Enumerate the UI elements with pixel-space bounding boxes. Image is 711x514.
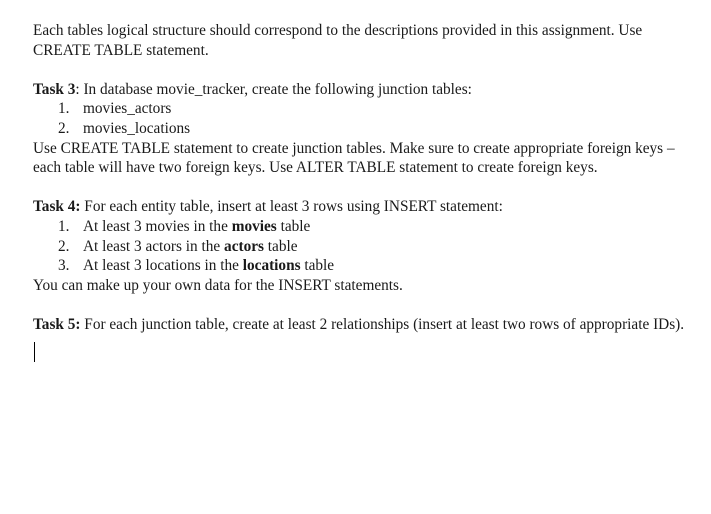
list-item <box>33 256 698 276</box>
list-number: 2. <box>58 119 70 137</box>
task3-label: Task 3 <box>33 80 76 98</box>
task3-list <box>33 99 698 138</box>
list-item-text: table <box>276 217 311 235</box>
task5-paragraph <box>33 315 698 335</box>
list-number: 1. <box>58 100 70 118</box>
task4-heading <box>33 197 698 217</box>
list-number: 1. <box>58 217 70 235</box>
list-item-bold: locations <box>242 257 301 275</box>
list-item <box>33 99 698 119</box>
list-item <box>33 237 698 257</box>
list-item-text: movies_locations <box>83 119 191 137</box>
blank-line <box>33 60 698 80</box>
list-item-text: At least 3 movies in the <box>83 217 232 235</box>
list-item <box>33 217 698 237</box>
task4-list <box>33 217 698 276</box>
list-item <box>33 119 698 139</box>
list-number: 2. <box>58 237 70 255</box>
task4-intro: For each entity table, insert at least 3 rows using INSERT statement: <box>80 198 503 216</box>
list-number: 3. <box>58 257 70 275</box>
list-item-bold: movies <box>231 217 277 235</box>
task5-text: For each junction table, create at least 2 relationships (insert at least two rows of appropriate IDs). <box>80 315 685 333</box>
task3-heading <box>33 80 698 100</box>
blank-line <box>33 178 698 198</box>
list-item-text: table <box>263 237 298 255</box>
intro-paragraph: Each tables logical structure should correspond to the descriptions provided in this assignment. Use CREATE TABLE statement. <box>33 22 643 59</box>
document-body[interactable] <box>33 21 698 362</box>
text-cursor[interactable] <box>34 342 35 362</box>
list-item-bold: actors <box>224 237 264 255</box>
task3-intro: : In database movie_tracker, create the following junction tables: <box>75 80 472 98</box>
task4-label: Task 4: <box>33 198 81 216</box>
blank-line <box>33 295 698 315</box>
list-item-text: At least 3 locations in the <box>83 257 243 275</box>
task3-instructions: Use CREATE TABLE statement to create junction tables. Make sure to create appropriate foreign keys – each table will have two foreign keys. Use ALTER TABLE statement to create foreign keys. <box>33 139 675 177</box>
task4-note: You can make up your own data for the INSERT statements. <box>33 276 403 294</box>
list-item-text: movies_actors <box>83 100 172 118</box>
list-item-text: At least 3 actors in the <box>83 237 225 255</box>
list-item-text: table <box>300 257 335 275</box>
task5-label: Task 5: <box>33 315 81 333</box>
